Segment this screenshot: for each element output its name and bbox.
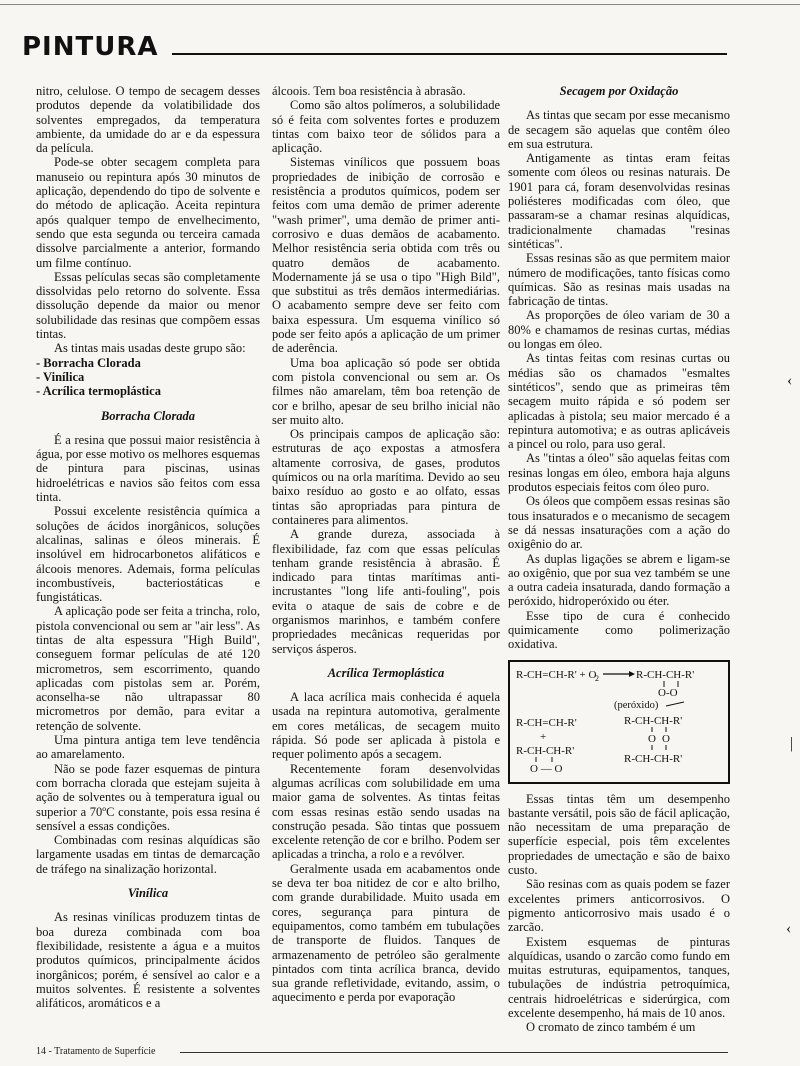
paragraph: As duplas ligações se abrem e ligam-se ao oxigênio, que por sua vez também se une a outra cadeia insaturada, dando formação a peróxido, hidroperóxido ou éter.: [508, 551, 730, 609]
list-item: - Borracha Clorada: [36, 355, 141, 370]
column-3: [508, 84, 730, 1034]
margin-mark: |: [790, 735, 794, 752]
page-header: [22, 26, 727, 66]
paragraph: Antigamente as tintas eram feitas somente com óleos ou resinas naturais. De 1901 para cá, foram desenvolvidas resinas poliésteres modificadas com óleo, que passaram-se a chamar resinas alquídicas, tradicionalmente chamadas "resinas sintéticas".: [508, 151, 730, 251]
paragraph: nitro, celulose. O tempo de secagem desses produtos depende da volatibilidade dos solventes empregados, da temperatura ambiente, da umidade do ar e da espessura da película.: [36, 84, 260, 156]
formula-o2-subscript: 2: [595, 673, 599, 683]
header-rule: [172, 53, 727, 55]
paragraph: Não se pode fazer esquemas de pintura com borracha clorada que estejam sujeita à ação de solventes ou à temperatura igual ou superior a 70ºC constante, pois essa resina é sensível a essas condições.: [36, 761, 260, 833]
formula-left-chain-1: R-CH=CH-R': [516, 716, 577, 729]
paragraph: Geralmente usada em acabamentos onde se deva ter boa nitidez de cor e alto brilho, com grande durabilidade. Muito usada em cores, segurança para pintura de equipamentos, como também em tubulações de transporte de fluidos. Tanques de armazenamento de petróleo são geralmente pintados com tinta acrílica branca, devido sua grande refletividade, evitando, assim, o aquecimento e perda por evaporação: [272, 861, 500, 1005]
oxidation-reaction-diagram: [516, 666, 722, 778]
paragraph: Uma boa aplicação só pode ser obtida com pistola convencional ou sem ar. Os filmes não amarelam, têm boa retenção de cor e brilho, apesar de seu brilho inicial não ser muito alto.: [272, 355, 500, 427]
formula-product-top: R-CH-CH-R': [636, 668, 695, 681]
paragraph: As proporções de óleo variam de 30 a 80% e chamamos de resinas curtas, médias ou longas em óleo.: [508, 308, 730, 352]
paragraph: Como são altos polímeros, a solubilidade só é feita com solventes fortes e produzem tintas com baixo teor de sólidos para a aplicação.: [272, 98, 500, 156]
paragraph: As tintas mais usadas deste grupo são:: [54, 341, 246, 356]
paragraph: Essas películas secas são completamente dissolvidas pelo retorno do solvente. Essa dissolução depende da maior ou menor solubilidade das resinas que compõem essas tintas.: [36, 269, 260, 342]
paragraph: São resinas com as quais podem se fazer excelentes primers anticorrosivos. O pigmento anticorrosivo mais usado é o zarcão.: [508, 877, 730, 935]
section-title: PINTURA: [22, 32, 159, 62]
formula-left-chain-2: R-CH-CH-R': [516, 744, 575, 757]
paragraph: Possui excelente resistência química a soluções de ácidos inorgânicos, soluções alcalinas, salinas e óleos minerais. É insolúvel em hidrocarbonetos alifáticos e álcoois menores. Ademais, forma películas incombustíveis, bacteriostáticas e fungistáticas.: [36, 504, 260, 605]
paragraph: Combinadas com resinas alquídicas são largamente usadas em tintas de demarcação de tráfego na sinalização horizontal.: [36, 833, 260, 876]
paragraph: A grande dureza, associada à flexibilidade, faz com que essas películas tenham grande resistência à abrasão. É indicado para tintas marítimas anti-incrustantes "long life anti-fouling", pois evita o ataque de sais de cobre e de organismos marinhos, e também confere propriedades mecânicas requeridas por serviços ásperos.: [272, 527, 500, 656]
formula-right-chain-2: R-CH-CH-R': [624, 752, 683, 765]
paragraph: Sistemas vinílicos que possuem boas propriedades de inibição de corrosão e resistência a produtos químicos, podem ser feitos com uma demão de primer aderente "wash primer", uma demão de primer anti-corrosivo e duas demãos de acabamento. Melhor resistência seria obtida com três ou quatro demãos de acabamento. Modernamente já se usa o tipo "High Bild", que substitui as três demãos intermediárias. O acabamento sempre deve ser feito com baixa espessura. Um esquema vinílico só pode ser feito após a aplicação de um primer de aderência.: [272, 155, 500, 356]
list-item: - Vinílica: [36, 369, 85, 384]
paragraph: As "tintas a óleo" são aquelas feitas com resinas longas em óleo, embora haja alguns produtos especiais feitos com óleo puro.: [508, 451, 730, 495]
formula-reactant: R-CH=CH-R' + O: [516, 668, 597, 681]
paragraph: A laca acrílica mais conhecida é aquela usada na repintura automotiva, geralmente em cores metálicas, de secagem muito rápida. Só pode ser aplicada à pistola e requer polimento após a secagem.: [272, 690, 500, 762]
column-2: [272, 84, 500, 1034]
list-item: - Acrílica termoplástica: [36, 384, 161, 399]
paragraph: Esse tipo de cura é conhecido quimicamente como polimerização oxidativa.: [508, 608, 730, 652]
paragraph: As tintas que secam por esse mecanismo de secagem são aquelas que contêm óleo em sua estrutura.: [508, 108, 730, 151]
footer-rule: [180, 1052, 728, 1053]
formula-right-o-2: O: [662, 732, 670, 745]
paragraph: As resinas vinílicas produzem tintas de boa dureza combinada com boa flexibilidade, resistente a água e a muitos produtos químicos, principalmente ácidos inorgânicos; porém, é sensível ao calor e a muitos solventes. É resistente a solventes alifáticos, aromáticos e a: [36, 910, 260, 1011]
reaction-arrow-head: [629, 671, 635, 677]
formula-right-o-1: O: [648, 732, 656, 745]
formula-peroxide-oo: O-O: [658, 686, 678, 699]
paragraph: A aplicação pode ser feita a trincha, rolo, pistola convencional ou sem ar "air less". As tintas de alta espessura "High Build", conseguem formar películas de até 120 micrometros, sem escorrimento, quando aplicadas com pistolas sem ar. Porém, aconselha-se não ultrapassar 80 micrometros por demão, para evitar a retenção de solvente.: [36, 604, 260, 733]
margin-mark: ‹: [786, 920, 792, 937]
paragraph: álcoois. Tem boa resistência à abrasão.: [272, 84, 466, 98]
paragraph: Os principais campos de aplicação são: estruturas de aço expostas a atmosfera altamente corrosiva, de gases, produtos químicos ou na orla marítima. Devido ao seu baixo resíduo ao gosto e ao olfato, essas tintas são apropriadas para pintura de containeres para alimentos.: [272, 427, 500, 527]
subheading-vinilica: Vinílica: [127, 886, 169, 901]
paragraph: Existem esquemas de pinturas alquídicas, usando o zarcão como fundo em muitas estruturas, equipamentos, tanques, tubulações de indústria petroquímica, centrais hidroelétricas e siderúrgica, com excelente desempenho, há mais de 10 anos.: [508, 934, 730, 1021]
paragraph: Recentemente foram desenvolvidas algumas acrílicas com solubilidade em uma maior gama de solventes. As tintas feitas com essas resinas estão sendo usadas na construção pesada. São tintas que possuem excelente retenção de cor e brilho. Podem ser aplicadas a trincha, a rolo e a revólver.: [272, 761, 500, 862]
subheading-acrilica-termoplastica: Acrílica Termoplástica: [327, 665, 445, 680]
formula-plus: +: [540, 730, 547, 743]
column-1: [36, 84, 260, 1034]
paragraph: É a resina que possui maior resistência à água, por esse motivo os melhores esquemas de pintura para piscinas, usinas hidroelétricas e navios são feitos com essa tinta.: [36, 432, 260, 505]
paragraph: O cromato de zinco também é um: [526, 1020, 696, 1034]
paragraph: Essas tintas têm um desempenho bastante versátil, pois são de fácil aplicação, não necessitam de uma preparação de superfície especial, pois têm excelentes propriedades de umectação e são de baixo custo.: [508, 791, 730, 878]
paragraph: Pode-se obter secagem completa para manuseio ou repintura após 30 minutos de aplicação, dependendo do tipo de solvente e do método de aplicação. Aceita repintura após qualquer tempo de envelhecimento, sendo que esta segunda ou terceira camada dissolve parcialmente a anterior, formando um filme contínuo.: [36, 155, 260, 270]
margin-mark: ‹: [787, 372, 793, 389]
formula-left-oo: O — O: [530, 762, 563, 775]
subheading-borracha-clorada: Borracha Clorada: [100, 408, 196, 423]
peroxide-arrow: [666, 702, 684, 706]
resin-list: [36, 356, 260, 399]
page-footer: 14 - Tratamento de Superfície: [36, 1046, 156, 1057]
paragraph: Essas resinas são as que permitem maior número de modificações, tanto físicas como químicas. São as resinas mais usadas na fabricação de tintas.: [508, 251, 730, 309]
paragraph: Os óleos que compõem essas resinas são tous insaturados e o mecanismo de secagem se dá nessas insaturações com a ação do oxigênio do ar.: [508, 494, 730, 552]
formula-right-chain-1: R-CH-CH-R': [624, 714, 683, 727]
paragraph: As tintas feitas com resinas curtas ou médias são os chamados "esmaltes sintéticos", sendo que as primeiras têm secagem muito rápida e só podem ser aplicadas à pistola; seu maior mercado é a repintura automotiva; e as outras aplicáveis a pincel ou rolo, para uso geral.: [508, 351, 730, 452]
oxidation-formula-box: [508, 660, 730, 784]
paragraph: Uma pintura antiga tem leve tendência ao amarelamento.: [36, 733, 260, 762]
top-scan-rule: [0, 4, 800, 5]
formula-peroxide-label: (peróxido): [614, 699, 659, 711]
subheading-secagem-por-oxidacao: Secagem por Oxidação: [559, 84, 679, 98]
